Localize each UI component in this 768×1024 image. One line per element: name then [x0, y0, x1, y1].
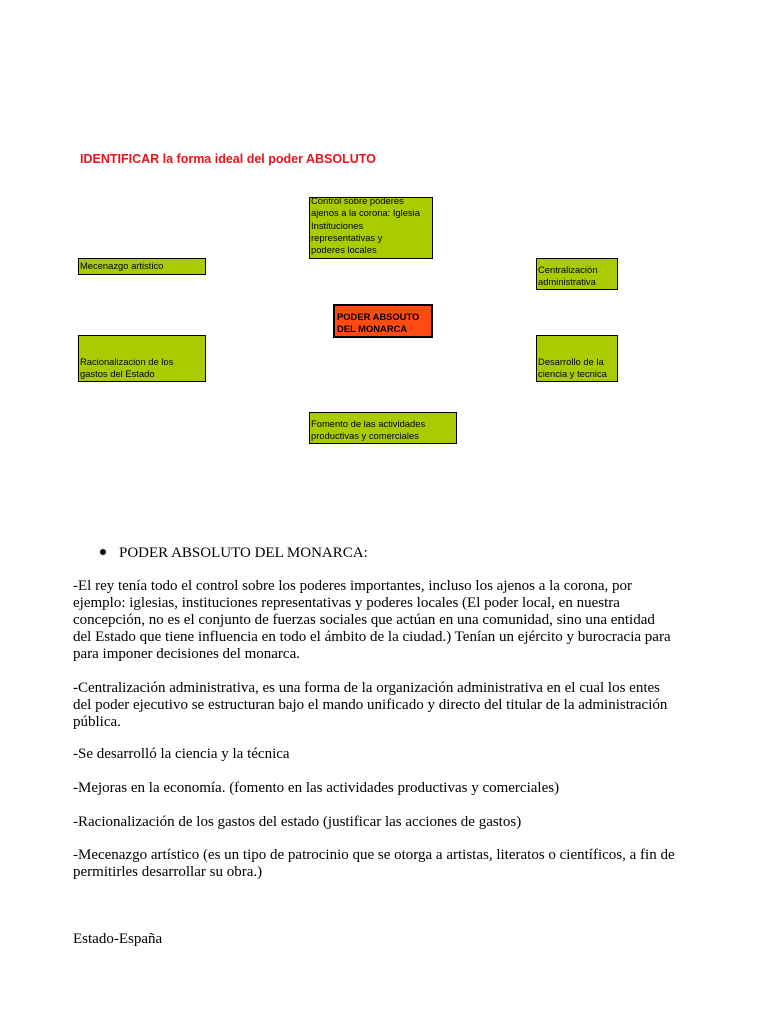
box-line: productivas y comerciales: [311, 430, 419, 442]
box-mecenazgo: [78, 258, 206, 275]
paragraph-line: -Se desarrolló la ciencia y la técnica: [73, 746, 290, 762]
paragraph-line: del poder ejecutivo se estructuran bajo el mando unificado y directo del titular de la administración: [73, 697, 668, 713]
box-line: Instituciones: [311, 219, 364, 231]
paragraph-mecenazgo: [73, 847, 703, 881]
paragraph-line: Estado-España: [73, 931, 163, 947]
paragraph-line: -Racionalización de los gastos del estado (justificar las acciones de gastos): [73, 814, 522, 830]
paragraph-line: pública.: [73, 714, 121, 730]
paragraph-line: -Mecenazgo artístico (es un tipo de patrocinio que se otorga a artistas, literatos o científicos, a fin de: [73, 847, 675, 863]
box-line: poderes locales: [311, 244, 377, 256]
box-line: gastos del Estado: [80, 368, 155, 380]
box-line: Fomento de las actividades: [311, 418, 426, 429]
box-line: DEL MONARCA: [337, 323, 408, 334]
footer-text: [73, 931, 703, 948]
box-line: administrativa: [538, 276, 596, 288]
box-desarrollo: [536, 335, 618, 382]
bullet-text: PODER ABSOLUTO DEL MONARCA:: [119, 545, 368, 561]
bullet-dot: [100, 549, 106, 555]
bullet-item: [100, 545, 368, 562]
paragraph-ciencia: [73, 746, 703, 763]
paragraph-line: -El rey tenía todo el control sobre los poderes importantes, incluso los ajenos a la corona, por: [73, 578, 633, 594]
diagram-heading: IDENTIFICAR la forma ideal del poder ABSOLUTO: [80, 152, 376, 166]
box-line: Desarrollo de la: [538, 356, 604, 367]
paragraph-line: ejemplo: iglesias, instituciones representativas y poderes locales (El poder local, en nuestra: [73, 595, 620, 611]
box-racionalizacion: [78, 335, 206, 382]
paragraph-line: -Centralización administrativa, es una forma de la organización administrativa en el cual los entes: [73, 680, 661, 696]
box-poder-absoluto: [333, 304, 433, 338]
paragraph-gastos: [73, 814, 703, 831]
box-line: Centralización: [538, 264, 598, 275]
box-line: PODER ABSOUTO: [337, 311, 420, 322]
box-control-poderes: [309, 197, 433, 259]
box-line: representativas y: [311, 231, 383, 243]
paragraph-control: [73, 578, 703, 663]
box-line: ajenos a la corona: Iglesia: [311, 207, 420, 219]
box-line: ciencia y tecnica: [538, 368, 607, 380]
paragraph-line: -Mejoras en la economía. (fomento en las actividades productivas y comerciales): [73, 780, 560, 796]
paragraph-centralizacion: [73, 680, 703, 731]
paragraph-line: para imponer decisiones del monarca.: [73, 646, 300, 662]
box-line: Mecenazgo artistico: [80, 260, 164, 271]
box-centralizacion: [536, 258, 618, 290]
box-line: Control sobre poderes: [311, 197, 404, 206]
box-fomento: [309, 412, 457, 444]
paragraph-economia: [73, 780, 703, 797]
box-line: Racionalizacion de los: [80, 356, 174, 367]
paragraph-line: permitirles desarrollar su obra.): [73, 864, 263, 880]
paragraph-line: del Estado que tiene influencia en todo el ámbito de la ciudad.) Tenían un ejército y burocracia para: [73, 629, 671, 645]
paragraph-line: concepción, no es el conjunto de fuerzas sociales que actúan en una comunidad, sino una entidad: [73, 612, 655, 628]
